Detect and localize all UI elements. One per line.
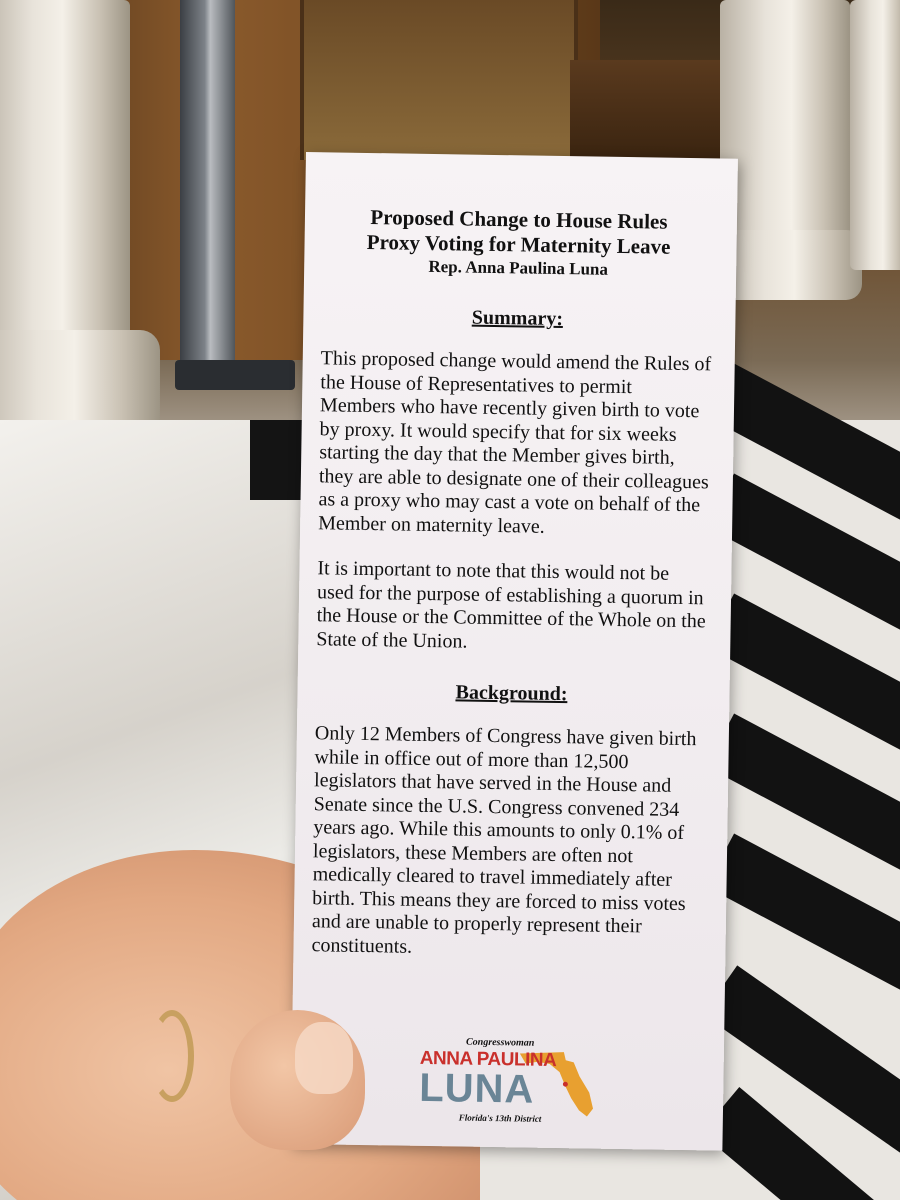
wooden-door bbox=[300, 0, 578, 160]
summary-note-paragraph: It is important to note that this would not be used for the purpose of establishing a quorum in the House or the Committee of the Whole on the State of the Union. bbox=[316, 557, 706, 653]
marble-column-far-right bbox=[850, 0, 900, 270]
summary-paragraph: This proposed change would amend the Rules of the House of Representatives to permit Members who have recently given birth to vote by proxy. It would specify that for six weeks starting the day that the Member gives birth, they are able to designate one of their colleagues as a proxy who may cast a vote on behalf of the Member on maternity leave. bbox=[318, 347, 712, 538]
logo-surname: LUNA bbox=[418, 1065, 535, 1112]
card-subtitle: Proxy Voting for Maternity Leave bbox=[366, 229, 671, 259]
card-author: Rep. Anna Paulina Luna bbox=[428, 256, 609, 279]
metal-stand bbox=[180, 0, 235, 390]
logo-name: ANNA PAULINA bbox=[419, 1047, 557, 1072]
logo-district: Florida's 13th District bbox=[458, 1112, 542, 1124]
background-paragraph: Only 12 Members of Congress have given birth while in office out of more than 12,500 legislators that have served in the House and Senate since the U.S. Congress convened 234 years ago. While this amounts to only 0.1% of legislators, these Members are often not medically cleared to travel immediately after birth. This means they are forced to miss votes and are unable to properly represent their constituents. bbox=[311, 722, 697, 958]
congresswoman-logo bbox=[419, 1036, 600, 1129]
gold-ring bbox=[150, 1010, 194, 1102]
metal-stand-base bbox=[175, 360, 295, 390]
background-heading: Background: bbox=[455, 681, 568, 706]
wooden-cabinet bbox=[570, 60, 720, 160]
summary-heading: Summary: bbox=[471, 306, 564, 331]
thumbnail-nail bbox=[295, 1022, 353, 1094]
proposal-card bbox=[290, 152, 738, 1151]
card-title: Proposed Change to House Rules bbox=[370, 205, 668, 234]
marble-column-left bbox=[0, 0, 130, 380]
card-title-block bbox=[322, 204, 715, 282]
logo-congresswoman-label: Congresswoman bbox=[465, 1036, 535, 1049]
